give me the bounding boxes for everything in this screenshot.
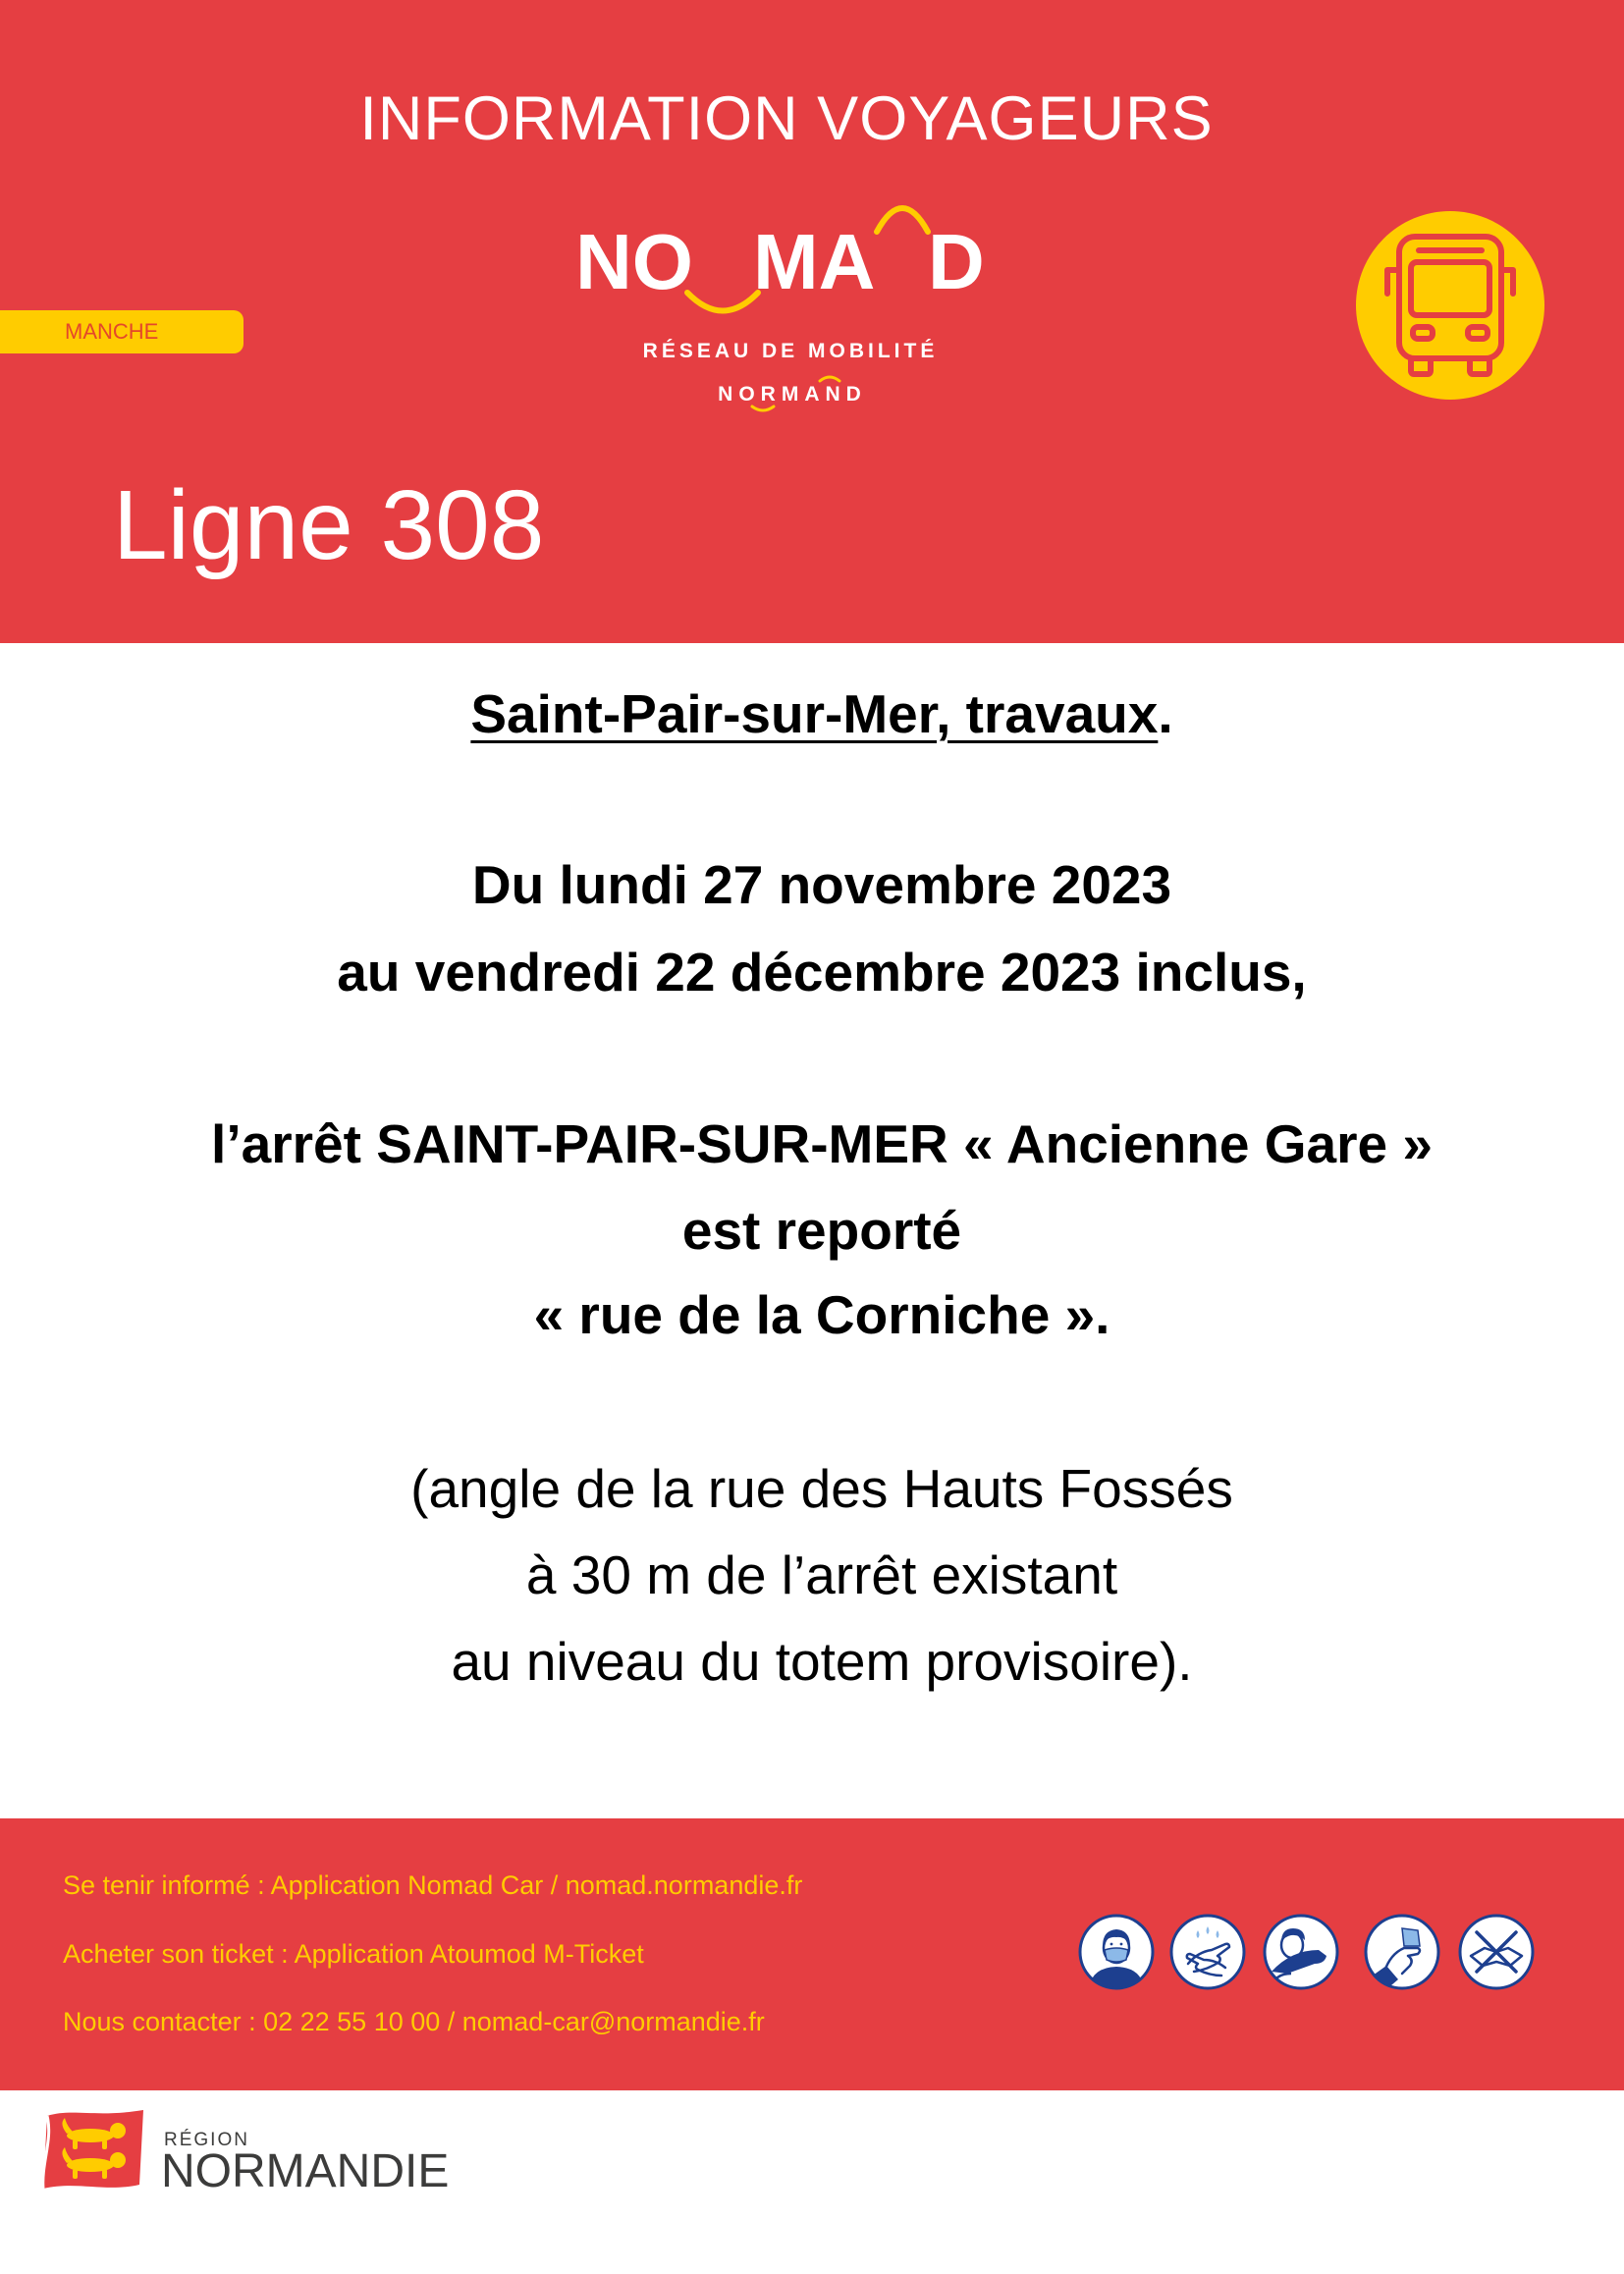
department-label: MANCHE <box>65 319 159 344</box>
notice-title <box>20 671 1624 757</box>
nomad-logo-text-d: D <box>928 218 985 305</box>
footer-info-line: Acheter son ticket : Application Atoumod M-Ticket <box>63 1939 644 1969</box>
cough-elbow-icon <box>1262 1913 1340 1991</box>
stop-change-line: est reporté <box>681 1200 962 1261</box>
footer-info-line: Nous contacter : 02 22 55 10 00 / nomad-car@normandie.fr <box>63 2007 765 2036</box>
nomad-logo-text-no: NO <box>575 218 693 305</box>
header-title: INFORMATION VOYAGEURS <box>359 84 1214 153</box>
notice-title-period: . <box>1158 683 1173 744</box>
nomad-logo-text-ma: MA <box>753 218 876 305</box>
department-tab <box>0 310 244 353</box>
date-end-line: au vendredi 22 décembre 2023 inclus, <box>337 942 1307 1002</box>
notice-body <box>20 643 1624 1818</box>
date-start-line: Du lundi 27 novembre 2023 <box>471 854 1172 915</box>
region-logo-label: RÉGION <box>164 2130 249 2150</box>
normandie-flag-logo <box>37 2104 149 2196</box>
line-number-title: Ligne 308 <box>113 470 545 580</box>
stop-detail-line: au niveau du totem provisoire). <box>451 1631 1193 1692</box>
region-logo-name: NORMANDIE <box>161 2145 450 2197</box>
logo-tagline: RÉSEAU DE MOBILITÉ <box>642 340 939 362</box>
hand-washing-icon <box>1168 1913 1247 1991</box>
stop-change-line: l’arrêt SAINT-PAIR-SUR-MER « Ancienne Gare » <box>211 1113 1433 1174</box>
mask-icon <box>1077 1913 1156 1991</box>
stop-detail-line: à 30 m de l’arrêt existant <box>525 1544 1118 1605</box>
footer-banner <box>0 1818 1624 2090</box>
bus-icon <box>1356 211 1544 400</box>
tissue-icon <box>1363 1913 1441 1991</box>
no-handshake-icon <box>1457 1913 1536 1991</box>
stop-detail-line: (angle de la rue des Hauts Fossés <box>410 1458 1233 1519</box>
header-banner <box>0 0 1624 643</box>
stop-change-line: « rue de la Corniche ». <box>533 1284 1110 1345</box>
notice-title-underlined: Saint-Pair-sur-Mer, travaux <box>470 683 1159 744</box>
logo-tagline-normand: NORMAND <box>718 383 867 406</box>
footer-info-line: Se tenir informé : Application Nomad Car / nomad.normandie.fr <box>63 1870 803 1900</box>
